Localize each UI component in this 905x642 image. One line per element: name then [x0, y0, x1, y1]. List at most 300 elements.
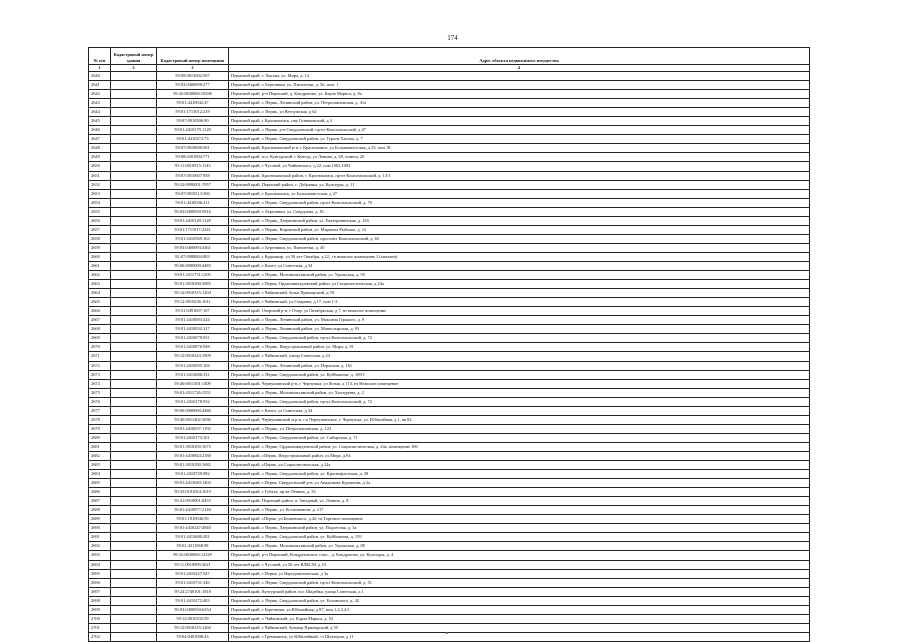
row-number-cell: 2644: [89, 108, 111, 117]
header-number-3: 3: [157, 65, 229, 72]
building-cadastral-cell: [111, 234, 157, 243]
premise-cadastral-cell: 59:01:3810290:3085: [157, 280, 229, 289]
table-row: [89, 261, 810, 270]
building-cadastral-cell: [111, 605, 157, 614]
row-number-cell: 2645: [89, 117, 111, 126]
row-number-cell: 2675: [89, 388, 111, 397]
address-cell: Пермский край, г. Березники, ул. Пятилетки, д. 56, пом. 1: [229, 81, 810, 90]
address-cell: Пермский край, Пермский район, п. Звездный, ул. Ленина, д. 8: [229, 497, 810, 506]
premise-cadastral-cell: 59:01:4410227:547: [157, 569, 229, 578]
table-row: [89, 352, 810, 361]
table-row: [89, 596, 810, 605]
row-number-cell: 2653: [89, 189, 111, 198]
address-cell: Пермский край, м.о. Кунгурский, г Кунгур, ул Ленина, д. 69, помещ. 20: [229, 153, 810, 162]
building-cadastral-cell: [111, 153, 157, 162]
premise-cadastral-cell: 59:07:0010607:958: [157, 171, 229, 180]
table-row: [89, 442, 810, 451]
address-cell: Пермский край, г. Пермь, Индустриальный район, ул. Мира, д. 91: [229, 343, 810, 352]
premise-cadastral-cell: 59:32:0890001:7057: [157, 180, 229, 189]
table-row: [89, 72, 810, 81]
address-cell: Пермский край, г. Пермь, Свердловский район, ул. Сибирская, д. 71: [229, 433, 810, 442]
premise-cadastral-cell: 59:12:0010236:1011: [157, 298, 229, 307]
row-number-cell: 2676: [89, 397, 111, 406]
premise-cadastral-cell: 59:01:4410095:104: [157, 361, 229, 370]
premise-cadastral-cell: 59:40:0011402:3036: [157, 415, 229, 424]
premise-cadastral-cell: 59:07:0010606:561: [157, 144, 229, 153]
building-cadastral-cell: [111, 325, 157, 334]
row-number-cell: 2674: [89, 379, 111, 388]
address-cell: Пермский край, г. Пермь, Мотовилихинский район, ул. Уральская, д. 95: [229, 271, 810, 280]
address-cell: Пермский край, г. Пермь, Свердловский район, ул. Белинского, д. 42: [229, 596, 810, 605]
table-row: [89, 252, 810, 261]
row-number-cell: 2693: [89, 551, 111, 560]
table-header-numbers-row: [89, 65, 810, 72]
address-cell: Пермский край, г Кудымкар, ул 50 лет Октября, д 22, ×в нежилое помещение 2 (магазин): [229, 252, 810, 261]
address-cell: Пермский край, г Кизел, ул Советская, д 34: [229, 406, 810, 415]
premise-cadastral-cell: 59:06:0000000:4486: [157, 406, 229, 415]
row-number-cell: 2698: [89, 596, 111, 605]
premise-cadastral-cell: 59:32:0630006:10296: [157, 90, 229, 99]
premise-cadastral-cell: 59:01:3810290:1675: [157, 442, 229, 451]
building-cadastral-cell: [111, 171, 157, 180]
building-cadastral-cell: [111, 424, 157, 433]
row-number-cell: 2646: [89, 126, 111, 135]
address-cell: Пермский край, г Березники, ул Юбилейная, д 87, пом 1,2,3,4,5: [229, 605, 810, 614]
table-row: [89, 298, 810, 307]
table-row: [89, 99, 810, 108]
table-header-row: [89, 48, 810, 65]
building-cadastral-cell: [111, 379, 157, 388]
row-number-cell: 2680: [89, 433, 111, 442]
address-cell: Пермский край, г Чайковский, бульвар Приморский, д 55: [229, 623, 810, 632]
table-row: [89, 243, 810, 252]
address-cell: Пермский край, г. Пермь, Ленинский район, ул. Максима Горького, д. 9: [229, 316, 810, 325]
table-row: [89, 542, 810, 551]
building-cadastral-cell: [111, 81, 157, 90]
table-row: [89, 144, 810, 153]
premise-cadastral-cell: 59:01:1715012:219: [157, 108, 229, 117]
row-number-cell: 2654: [89, 198, 111, 207]
premise-cadastral-cell: 59:01:4410042:47: [157, 99, 229, 108]
premise-cadastral-cell: 59:01:4410179:1128: [157, 126, 229, 135]
row-number-cell: 2658: [89, 234, 111, 243]
table-row: [89, 189, 810, 198]
address-cell: Пермский край, г. Пермь, Ленинский район, ул. Пермская, д. 161: [229, 361, 810, 370]
table-row: [89, 117, 810, 126]
address-cell: Пермский край, г Чусовой, ул 50 лет ВЛКСМ, д 10: [229, 560, 810, 569]
table-row: [89, 388, 810, 397]
building-cadastral-cell: [111, 542, 157, 551]
table-row: [89, 587, 810, 596]
table-row: [89, 506, 810, 515]
row-number-cell: 2647: [89, 135, 111, 144]
address-cell: Пермский край, г. Пермь, Дзержинский район, ул. Екатерининская, д. 165: [229, 216, 810, 225]
row-number-cell: 2677: [89, 406, 111, 415]
row-number-cell: 2643: [89, 99, 111, 108]
building-cadastral-cell: [111, 515, 157, 524]
address-cell: Пермский край, г. Чайковский, ул. Карла Маркса, д. 53: [229, 614, 810, 623]
row-number-cell: 2702: [89, 632, 111, 641]
row-number-cell: 2657: [89, 225, 111, 234]
row-number-cell: 2655: [89, 207, 111, 216]
premise-cadastral-cell: 59:04:0401008:43: [157, 632, 229, 641]
premise-cadastral-cell: 59:12:0010243:1909: [157, 352, 229, 361]
row-number-cell: 2660: [89, 252, 111, 261]
table-row: [89, 560, 810, 569]
address-cell: Пермский край, г. Пермь, Орджоникидзевский район, ул. Социалистическая, д. 24а, помещение 100: [229, 442, 810, 451]
row-number-cell: 2669: [89, 334, 111, 343]
table-row: [89, 234, 810, 243]
address-cell: Пермский край, г. Пермь, ул. Петропавловская, д. 123: [229, 424, 810, 433]
premise-cadastral-cell: 59:03:0400050:6234: [157, 605, 229, 614]
address-cell: Пермский край, г. Березники, ул. Свердлова, д. 81: [229, 207, 810, 216]
premise-cadastral-cell: 59:01:4413649:1402: [157, 479, 229, 488]
address-cell: Пермский край, г. Пермь, Свердловский район, ул. Куйбышева, д. 169/1: [229, 370, 810, 379]
address-cell: Пермский край, Краснокамский район, г. Краснокамск, пр-кт Комсомольский, д. 13/1: [229, 171, 810, 180]
row-number-cell: 2642: [89, 90, 111, 99]
address-cell: Пермский край, г. Пермь, ул Ветлужская, д 62: [229, 108, 810, 117]
premise-cadastral-cell: 59:01:4410844:2180: [157, 451, 229, 460]
row-number-cell: 2666: [89, 307, 111, 316]
address-cell: Пермский край, г. Пермь, Ленинский район, ул. Петропавловская, д. 41а: [229, 99, 810, 108]
premise-cadastral-cell: 59:01:4410877:2140: [157, 506, 229, 515]
address-cell: Пермский край, г Краснокамск, ул Большевистская, д 27: [229, 189, 810, 198]
building-cadastral-cell: [111, 451, 157, 460]
row-number-cell: 2668: [89, 325, 111, 334]
building-cadastral-cell: [111, 135, 157, 144]
table-row: [89, 307, 810, 316]
table-row: [89, 488, 810, 497]
scan-speck: [446, 632, 448, 634]
building-cadastral-cell: [111, 144, 157, 153]
row-number-cell: 2673: [89, 370, 111, 379]
premise-cadastral-cell: 59:01:4410729:982: [157, 470, 229, 479]
building-cadastral-cell: [111, 361, 157, 370]
premise-cadastral-cell: 59:01:1810046:59: [157, 515, 229, 524]
address-cell: Пермский край, г. Пермь, Мотовилихинский район, ул. Халтурина, д. 2: [229, 388, 810, 397]
premise-cadastral-cell: 59:01:4410083:424: [157, 316, 229, 325]
building-cadastral-cell: [111, 433, 157, 442]
building-cadastral-cell: [111, 370, 157, 379]
premise-cadastral-cell: 59:07:0010506:90: [157, 117, 229, 126]
premise-cadastral-cell: 81:07:0088004:803: [157, 252, 229, 261]
address-cell: Пермский край, г.Пермь, ул.Беляевского, д.42, нз Торговое помещение: [229, 515, 810, 524]
building-cadastral-cell: [111, 307, 157, 316]
table-row: [89, 180, 810, 189]
row-number-cell: 2661: [89, 261, 111, 270]
premise-cadastral-cell: 59:01:4410032:317: [157, 325, 229, 334]
table-row: [89, 451, 810, 460]
address-cell: Пермский край, г. Пермь, Свердловский район, пр-кт Комсомольский, д. 72: [229, 334, 810, 343]
building-cadastral-cell: [111, 261, 157, 270]
building-cadastral-cell: [111, 162, 157, 171]
premise-cadastral-cell: 59:35:0101024:1619: [157, 488, 229, 497]
table-body: [89, 72, 810, 642]
address-cell: Пермский край, г Пермь, ул Народовольческая, д 3а: [229, 569, 810, 578]
building-cadastral-cell: [111, 623, 157, 632]
building-cadastral-cell: [111, 108, 157, 117]
row-number-cell: 2650: [89, 162, 111, 171]
address-cell: Пермский край, г Чусовой, ул Чайковского, д 22, пом 1002,1003: [229, 162, 810, 171]
premise-cadastral-cell: 59:12:0010315:1260: [157, 623, 229, 632]
header-building-cadastral: Кадастровый номер здания: [111, 48, 157, 65]
table-row: [89, 551, 810, 560]
table-row: [89, 135, 810, 144]
row-number-cell: 2684: [89, 470, 111, 479]
row-number-cell: 2694: [89, 560, 111, 569]
premise-cadastral-cell: 59:41:0010001:8455: [157, 497, 229, 506]
building-cadastral-cell: [111, 316, 157, 325]
table-row: [89, 361, 810, 370]
table-row: [89, 614, 810, 623]
row-number-cell: 2678: [89, 415, 111, 424]
table-row: [89, 153, 810, 162]
table-row: [89, 171, 810, 180]
premise-cadastral-cell: 59:08:0201004:771: [157, 153, 229, 162]
premise-cadastral-cell: 59:06:0000000:4485: [157, 261, 229, 270]
address-cell: Пермский край, г. Пермь, Свердловский район, проспект Комсомольский, д. 65: [229, 234, 810, 243]
premise-cadastral-cell: 59:01:3810290:1682: [157, 461, 229, 470]
row-number-cell: 2701: [89, 623, 111, 632]
premise-cadastral-cell: 59:32:0630006:12329: [157, 551, 229, 560]
building-cadastral-cell: [111, 569, 157, 578]
table-row: [89, 605, 810, 614]
row-number-cell: 2671: [89, 352, 111, 361]
table-row: [89, 370, 810, 379]
table-row: [89, 623, 810, 632]
row-number-cell: 2683: [89, 461, 111, 470]
address-cell: Пермский край, Пермский район, с. Добрянка, ул. Культуры, д. 11: [229, 180, 810, 189]
premise-cadastral-cell: 59:01:4413680:281: [157, 533, 229, 542]
header-number-4: 4: [229, 65, 810, 72]
address-cell: Пермский край, г.Пермь, ул.Социалистическая, д.24а: [229, 461, 810, 470]
building-cadastral-cell: [111, 397, 157, 406]
premise-cadastral-cell: 59:01:4410272:403: [157, 596, 229, 605]
building-cadastral-cell: [111, 560, 157, 569]
building-cadastral-cell: [111, 632, 157, 641]
table-row: [89, 433, 810, 442]
building-cadastral-cell: [111, 587, 157, 596]
building-cadastral-cell: [111, 90, 157, 99]
building-cadastral-cell: [111, 343, 157, 352]
building-cadastral-cell: [111, 280, 157, 289]
premise-cadastral-cell: 59:09:0013002:507: [157, 72, 229, 81]
row-number-cell: 2687: [89, 497, 111, 506]
premise-cadastral-cell: 59:01:4413686:331: [157, 370, 229, 379]
header-address: Адрес объекта недвижимого имущества: [229, 48, 810, 65]
building-cadastral-cell: [111, 117, 157, 126]
address-cell: Пермский край, г Пермь, Орджоникидзевский район, ул Социалистическая, д 24а: [229, 280, 810, 289]
row-number-cell: 2665: [89, 298, 111, 307]
address-cell: Пермский край, р-н Пермский, Кондратовское с/пос., д. Кондратово, ул. Культуры, д. 4: [229, 551, 810, 560]
building-cadastral-cell: [111, 533, 157, 542]
building-cadastral-cell: [111, 271, 157, 280]
address-cell: Пермский край, Кунгурский район, пос Шадейка, улица Советская, д 1: [229, 587, 810, 596]
premise-cadastral-cell: 59:12:0010333:59: [157, 614, 229, 623]
row-number-cell: 2688: [89, 506, 111, 515]
address-cell: Пермский край, Чернушинский м.р-н, г.п Чернушинское, г. Чернушка, ул. Юбилейная, д 1, кв 82: [229, 415, 810, 424]
premise-cadastral-cell: 59:11:0010909:3021: [157, 560, 229, 569]
building-cadastral-cell: [111, 189, 157, 198]
header-number-1: 1: [89, 65, 111, 72]
table-row: [89, 415, 810, 424]
address-cell: Пермский край, г Губаха, пр-кт Ленина, д. 33: [229, 488, 810, 497]
building-cadastral-cell: [111, 479, 157, 488]
row-number-cell: 2651: [89, 171, 111, 180]
row-number-cell: 2679: [89, 424, 111, 433]
building-cadastral-cell: [111, 180, 157, 189]
address-cell: Пермский край, г Кизел, ул Советская, д 34: [229, 261, 810, 270]
building-cadastral-cell: [111, 497, 157, 506]
address-cell: Пермский край, г Чайковский, улица Советская, д 24: [229, 352, 810, 361]
building-cadastral-cell: [111, 207, 157, 216]
building-cadastral-cell: [111, 352, 157, 361]
page-number: 174: [447, 34, 458, 42]
address-cell: Пермский край, г. Пермь, р-н Свердловский, пр-кт Комсомольский, д 47: [229, 126, 810, 135]
premise-cadastral-cell: 59:01:4311731:1205: [157, 271, 229, 280]
address-cell: Пермский край, г. Пермь, Мотовилихинский район, ул. Уральская, д. 80: [229, 542, 810, 551]
table-row: [89, 343, 810, 352]
building-cadastral-cell: [111, 252, 157, 261]
building-cadastral-cell: [111, 126, 157, 135]
premise-cadastral-cell: 59:01:4410569:163: [157, 234, 229, 243]
header-num: № п/п: [89, 48, 111, 65]
premise-cadastral-cell: 59:03:0400098:277: [157, 81, 229, 90]
row-number-cell: 2659: [89, 243, 111, 252]
row-number-cell: 2697: [89, 587, 111, 596]
premise-cadastral-cell: 59:01:1711017:2241: [157, 225, 229, 234]
address-cell: Пермский край, г. Пермь, Свердловский район, ул. Куйбышева, д. 159: [229, 533, 810, 542]
premise-cadastral-cell: 59:01:4410178:932: [157, 397, 229, 406]
building-cadastral-cell: [111, 72, 157, 81]
premise-cadastral-cell: 59:01:4410272:73: [157, 135, 229, 144]
row-number-cell: 2649: [89, 153, 111, 162]
address-cell: Пермский край, г Чайковский, бульв Приморский, д 59: [229, 289, 810, 298]
row-number-cell: 2667: [89, 316, 111, 325]
header-premise-cadastral: Кадастровый номер помещения: [157, 48, 229, 65]
building-cadastral-cell: [111, 225, 157, 234]
address-cell: Пермский край, г.Пермь, Индустриальный район, ул.Мира, д.94: [229, 451, 810, 460]
property-registry-table: [88, 47, 810, 642]
premise-cadastral-cell: 59:01:4410129:1128: [157, 216, 229, 225]
row-number-cell: 2663: [89, 280, 111, 289]
table-row: [89, 497, 810, 506]
building-cadastral-cell: [111, 614, 157, 623]
row-number-cell: 2681: [89, 442, 111, 451]
address-cell: Пермский край, Очерский р-н, г Очер, ул Октябрьская, д 7, нз нежилое помещение: [229, 307, 810, 316]
address-cell: Пермский край, г. Пермь, Ленинский район, ул. Монастырская, д. 93: [229, 325, 810, 334]
premise-cadastral-cell: 59:01:4410731:340: [157, 578, 229, 587]
row-number-cell: 2670: [89, 343, 111, 352]
building-cadastral-cell: [111, 461, 157, 470]
row-number-cell: 2641: [89, 81, 111, 90]
row-number-cell: 2652: [89, 180, 111, 189]
premise-cadastral-cell: 59:01:4410876:948: [157, 343, 229, 352]
building-cadastral-cell: [111, 551, 157, 560]
row-number-cell: 2656: [89, 216, 111, 225]
premise-cadastral-cell: 59:01:4410036:211: [157, 198, 229, 207]
row-number-cell: 2690: [89, 524, 111, 533]
table-row: [89, 316, 810, 325]
table-row: [89, 90, 810, 99]
table-row: [89, 108, 810, 117]
table-row: [89, 632, 810, 641]
row-number-cell: 2662: [89, 271, 111, 280]
building-cadastral-cell: [111, 388, 157, 397]
building-cadastral-cell: [111, 488, 157, 497]
address-cell: Пермский край, Чернушинский р-н, г Чернушка, ул Ясная, д 113, нз Нежилое помещение: [229, 379, 810, 388]
building-cadastral-cell: [111, 406, 157, 415]
address-cell: Пермский край, г. Пермь, Свердловский район, ул. Героев Хасана, д. 7: [229, 135, 810, 144]
table-row: [89, 207, 810, 216]
address-cell: Пермский край, г. Пермь, Свердловский район, ул. Краснофлотская, д. 28: [229, 470, 810, 479]
table-row: [89, 569, 810, 578]
table-row: [89, 461, 810, 470]
building-cadastral-cell: [111, 578, 157, 587]
premise-cadastral-cell: 59:03:0400094:4361: [157, 243, 229, 252]
building-cadastral-cell: [111, 596, 157, 605]
premise-cadastral-cell: 59:01:4311726:1551: [157, 388, 229, 397]
building-cadastral-cell: [111, 216, 157, 225]
building-cadastral-cell: [111, 470, 157, 479]
row-number-cell: 2640: [89, 72, 111, 81]
row-number-cell: 2682: [89, 451, 111, 460]
row-number-cell: 2696: [89, 578, 111, 587]
row-number-cell: 2699: [89, 605, 111, 614]
address-cell: Пермский край, г. Пермь, Свердловский район, пр-кт Комсомольский, д. 76: [229, 198, 810, 207]
premise-cadastral-cell: 59:12:0010315:1204: [157, 289, 229, 298]
address-cell: Пермский край, г. Пермь, ул. Космонавтов, д. 217: [229, 506, 810, 515]
table-row: [89, 334, 810, 343]
premise-cadastral-cell: 59:07:0010513:506: [157, 189, 229, 198]
address-cell: Пермский край, р-н Пермский, д. Кондратово, ул. Карла Маркса, д. 8а: [229, 90, 810, 99]
premise-cadastral-cell: 59:01:4311068:98: [157, 542, 229, 551]
table-row: [89, 515, 810, 524]
premise-cadastral-cell: 59:01:4410247:4840: [157, 524, 229, 533]
table-row: [89, 271, 810, 280]
row-number-cell: 2691: [89, 533, 111, 542]
row-number-cell: 2648: [89, 144, 111, 153]
row-number-cell: 2700: [89, 614, 111, 623]
address-cell: Пермский край, г. Лысьва, ул. Мира, д. 14: [229, 72, 810, 81]
table-row: [89, 325, 810, 334]
building-cadastral-cell: [111, 99, 157, 108]
address-cell: Пермский край, Краснокамский р-н, г Краснокамск, ул Большевистская, д 33, пом 18: [229, 144, 810, 153]
table-row: [89, 81, 810, 90]
table-row: [89, 126, 810, 135]
table-row: [89, 479, 810, 488]
premise-cadastral-cell: 59:31:0491607:107: [157, 307, 229, 316]
table-row: [89, 406, 810, 415]
building-cadastral-cell: [111, 298, 157, 307]
building-cadastral-cell: [111, 334, 157, 343]
premise-cadastral-cell: 59:11:0010915:1143: [157, 162, 229, 171]
premise-cadastral-cell: 59:24:2740101:1818: [157, 587, 229, 596]
row-number-cell: 2672: [89, 361, 111, 370]
address-cell: Пермский край, г Краснокамск, пер Гознаковский, д 4: [229, 117, 810, 126]
building-cadastral-cell: [111, 415, 157, 424]
building-cadastral-cell: [111, 442, 157, 451]
table-row: [89, 524, 810, 533]
address-cell: Пермский край, г Пермь, Свердловский р-н, ул Академика Курчатова, д 2а: [229, 479, 810, 488]
table-row: [89, 424, 810, 433]
row-number-cell: 2692: [89, 542, 111, 551]
table-row: [89, 533, 810, 542]
table-row: [89, 198, 810, 207]
table-row: [89, 578, 810, 587]
building-cadastral-cell: [111, 289, 157, 298]
premise-cadastral-cell: 59:01:4410037:1192: [157, 424, 229, 433]
